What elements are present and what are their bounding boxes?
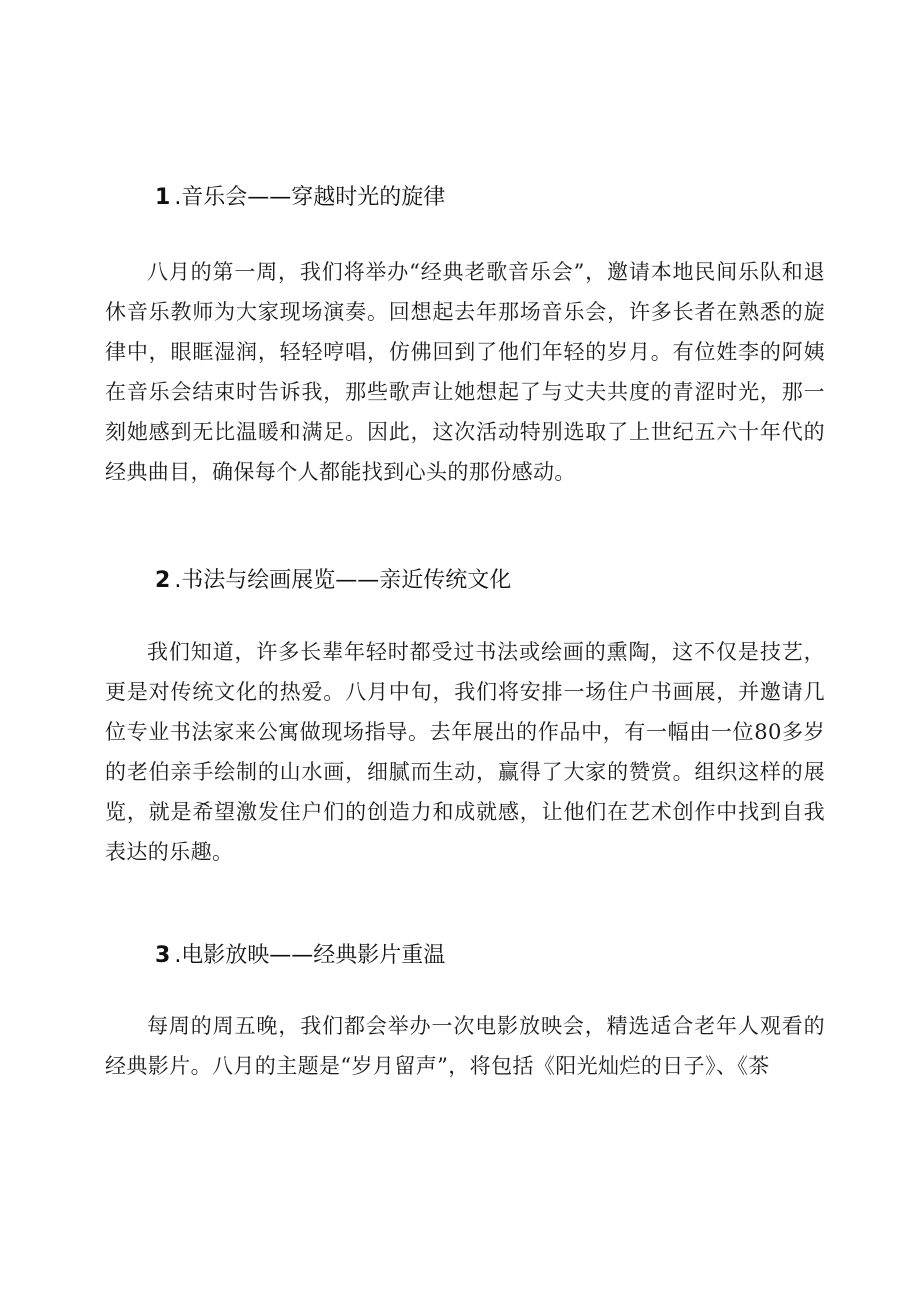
section-heading [155,941,445,971]
section-number: 2 [155,568,171,593]
section-paragraph: 八月的第一周，我们将举办“经典老歌音乐会”，邀请本地民间乐队和退休音乐教师为大家现场演奏。回想起去年那场音乐会，许多长者在熟悉的旋律中，眼眶湿润，轻轻哼唱，仿佛回到了他们年轻的岁月。有位姓李的阿姨在音乐会结束时告诉我，那些歌声让她想起了与丈夫共度的青涩时光，那一刻她感到无比温暖和满足。因此，这次活动特别选取了上世纪五六十年代的经典曲目，确保每个人都能找到心头的那份感动。 [105,260,825,484]
section-paragraph: 我们知道，许多长辈年轻时都受过书法或绘画的熏陶，这不仅是技艺，更是对传统文化的热爱。八月中旬，我们将安排一场住户书画展，并邀请几位专业书法家来公寓做现场指导。去年展出的作品中，有一幅由一位80多岁的老伯亲手绘制的山水画，细腻而生动，赢得了大家的赞赏。组织这样的展览，就是希望激发住户们的创造力和成就感，让他们在艺术创作中找到自我表达的乐趣。 [105,640,825,864]
section-number: 1 [155,185,171,210]
section-title: .书法与绘画展览——亲近传统文化 [174,568,512,593]
section-paragraph: 每周的周五晚，我们都会举办一次电影放映会，精选适合老年人观看的经典影片。八月的主题是“岁月留声”，将包括《阳光灿烂的日子》、《茶 [105,1014,825,1078]
section-number: 3 [155,943,171,968]
section-heading [155,566,511,596]
section-title: .音乐会——穿越时光的旋律 [174,185,446,210]
section-title: .电影放映——经典影片重温 [174,943,446,968]
section-heading [155,183,445,213]
